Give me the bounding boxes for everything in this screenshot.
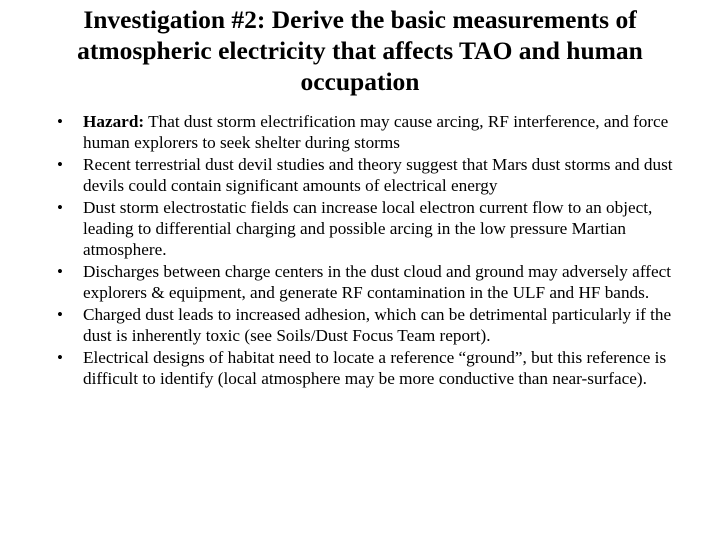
bullet-text: Dust storm electrostatic fields can increase local electron current flow to an object, leading to differential charging and possible arcing in the low pressure Martian atmosphere. [83,198,653,259]
bullet-list [57,111,702,390]
title-line-3: occupation [300,67,420,96]
bullet-text: That dust storm electrification may cause arcing, RF interference, and force human explorers to seek shelter during storms [83,112,669,152]
bullet-text: Electrical designs of habitat need to locate a reference “ground”, but this reference is difficult to identify (local atmosphere may be more conductive than near-surface). [83,348,667,388]
bullet-item-electrostatic-fields [57,197,702,260]
bullet-icon: • [57,198,63,217]
bullet-item-discharges [57,261,702,303]
title-line-2: atmospheric electricity that affects TAO and human [77,36,643,65]
bullet-text: Recent terrestrial dust devil studies and theory suggest that Mars dust storms and dust devils could contain significant amounts of electrical energy [83,155,673,195]
bullet-lead: Hazard: [83,112,145,131]
bullet-item-habitat-ground [57,347,702,389]
bullet-text: Charged dust leads to increased adhesion, which can be detrimental particularly if the dust is inherently toxic (see Soils/Dust Focus Team report). [83,305,672,345]
bullet-icon: • [57,155,63,174]
bullet-item-dust-devil-studies [57,154,702,196]
bullet-icon: • [57,112,63,131]
bullet-icon: • [57,262,63,281]
bullet-item-charged-dust [57,304,702,346]
bullet-icon: • [57,348,63,367]
bullet-item-hazard [57,111,702,153]
title-line-1: Investigation #2: Derive the basic measurements of [83,5,637,34]
bullet-text: Discharges between charge centers in the dust cloud and ground may adversely affect explorers & equipment, and generate RF contamination in the ULF and HF bands. [83,262,671,302]
slide-title [20,4,700,97]
bullet-icon: • [57,305,63,324]
